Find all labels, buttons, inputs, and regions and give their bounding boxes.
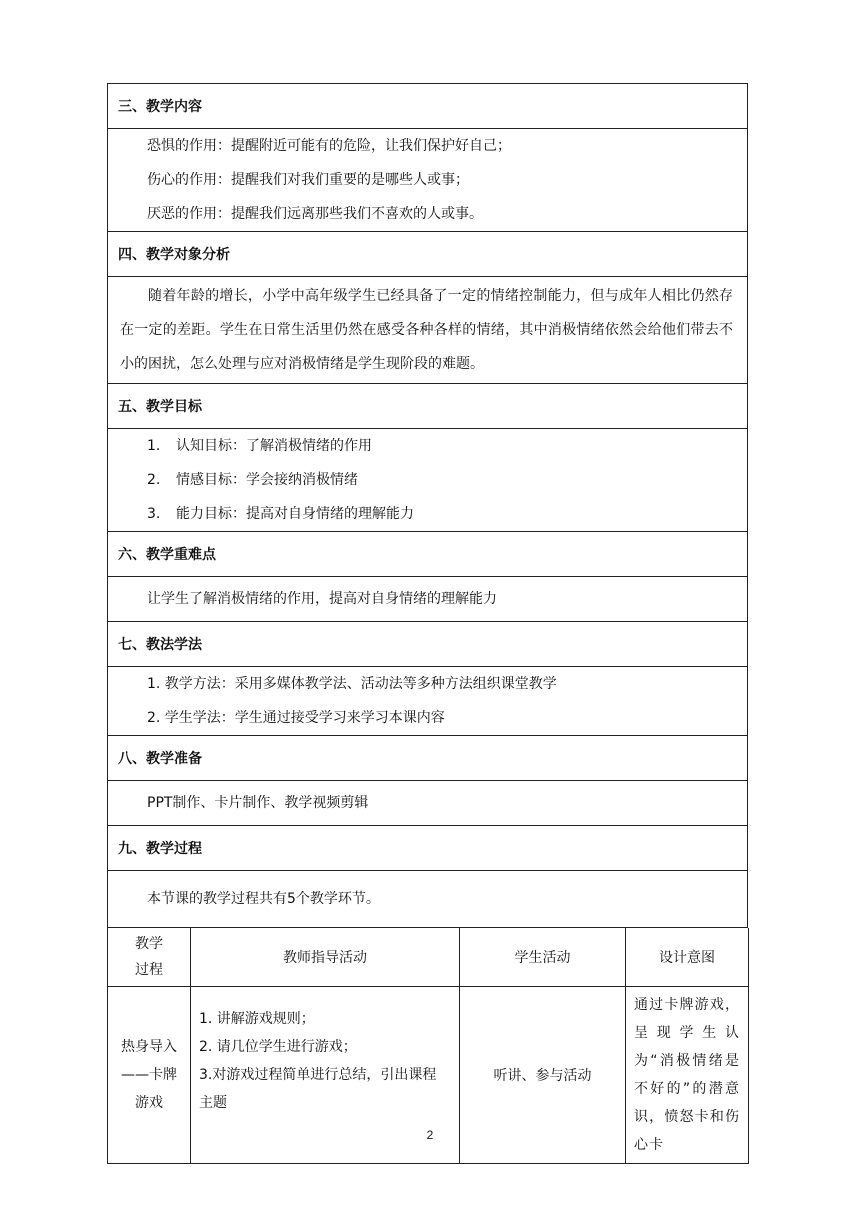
content-line-fear: 恐惧的作用：提醒附近可能有的危险，让我们保护好自己；: [147, 138, 511, 154]
section-title-content: 三、教学内容: [108, 84, 748, 129]
section-title-methods: 七、教法学法: [108, 622, 748, 667]
header-teacher: 教师指导活动: [191, 928, 460, 986]
page-number: 2: [426, 1128, 434, 1142]
methods-body: [108, 667, 748, 736]
preparation-text: PPT制作、卡片制作、教学视频剪辑: [147, 795, 369, 811]
student-activity: 听讲、参与活动: [460, 986, 626, 1163]
preparation-body: [108, 781, 748, 826]
goal-item: 1. 认知目标：了解消极情绪的作用: [147, 438, 372, 454]
process-intro-text: 本节课的教学过程共有5个教学环节。: [147, 891, 380, 907]
lesson-plan-table: [107, 83, 748, 928]
header-intent: 设计意图: [626, 928, 749, 986]
section-title-process: 九、教学过程: [108, 826, 748, 871]
section-title-preparation: 八、教学准备: [108, 736, 748, 781]
section-title-students: 四、教学对象分析: [108, 232, 748, 277]
method-item: 2. 学生学法：学生通过接受学习来学习本课内容: [147, 710, 445, 726]
header-step: 教学 过程: [108, 928, 191, 986]
key-points-body: [108, 577, 748, 622]
document-page: [107, 83, 748, 1164]
student-analysis-text: 随着年龄的增长，小学中高年级学生已经具备了一定的情绪控制能力，但与成年人相比仍然存在一定的差距。学生在日常生活里仍然在感受各种各样的情绪，其中消极情绪依然会给他们带去不小的困扰，怎么处理与应对消极情绪是学生现阶段的难题。: [108, 277, 748, 384]
method-item: 1. 教学方法：采用多媒体教学法、活动法等多种方法组织课堂教学: [147, 676, 557, 692]
step-name: 热身导入 ——卡牌 游戏: [108, 986, 191, 1163]
design-intent: 通过卡牌游戏，呈现学生认为“消极情绪是不好的”的潜意识，愤怒卡和伤心卡: [626, 986, 749, 1163]
content-line-disgust: 厌恶的作用：提醒我们远离那些我们不喜欢的人或事。: [147, 206, 483, 222]
process-intro-body: [108, 871, 748, 928]
goals-list: [108, 429, 748, 532]
content-line-sadness: 伤心的作用：提醒我们对我们重要的是哪些人或事；: [147, 172, 469, 188]
goal-item: 2. 情感目标：学会接纳消极情绪: [147, 472, 358, 488]
header-student: 学生活动: [460, 928, 626, 986]
section-title-key-points: 六、教学重难点: [108, 532, 748, 577]
section-body-content: [108, 129, 748, 232]
teacher-activity: 1. 讲解游戏规则； 2. 请几位学生进行游戏； 3.对游戏过程简单进行总结，引出课程 主题: [191, 986, 460, 1163]
process-table-header: [108, 928, 749, 986]
key-points-text: 让学生了解消极情绪的作用，提高对自身情绪的理解能力: [147, 591, 497, 607]
goal-item: 3. 能力目标：提高对自身情绪的理解能力: [147, 506, 414, 522]
section-title-goals: 五、教学目标: [108, 384, 748, 429]
